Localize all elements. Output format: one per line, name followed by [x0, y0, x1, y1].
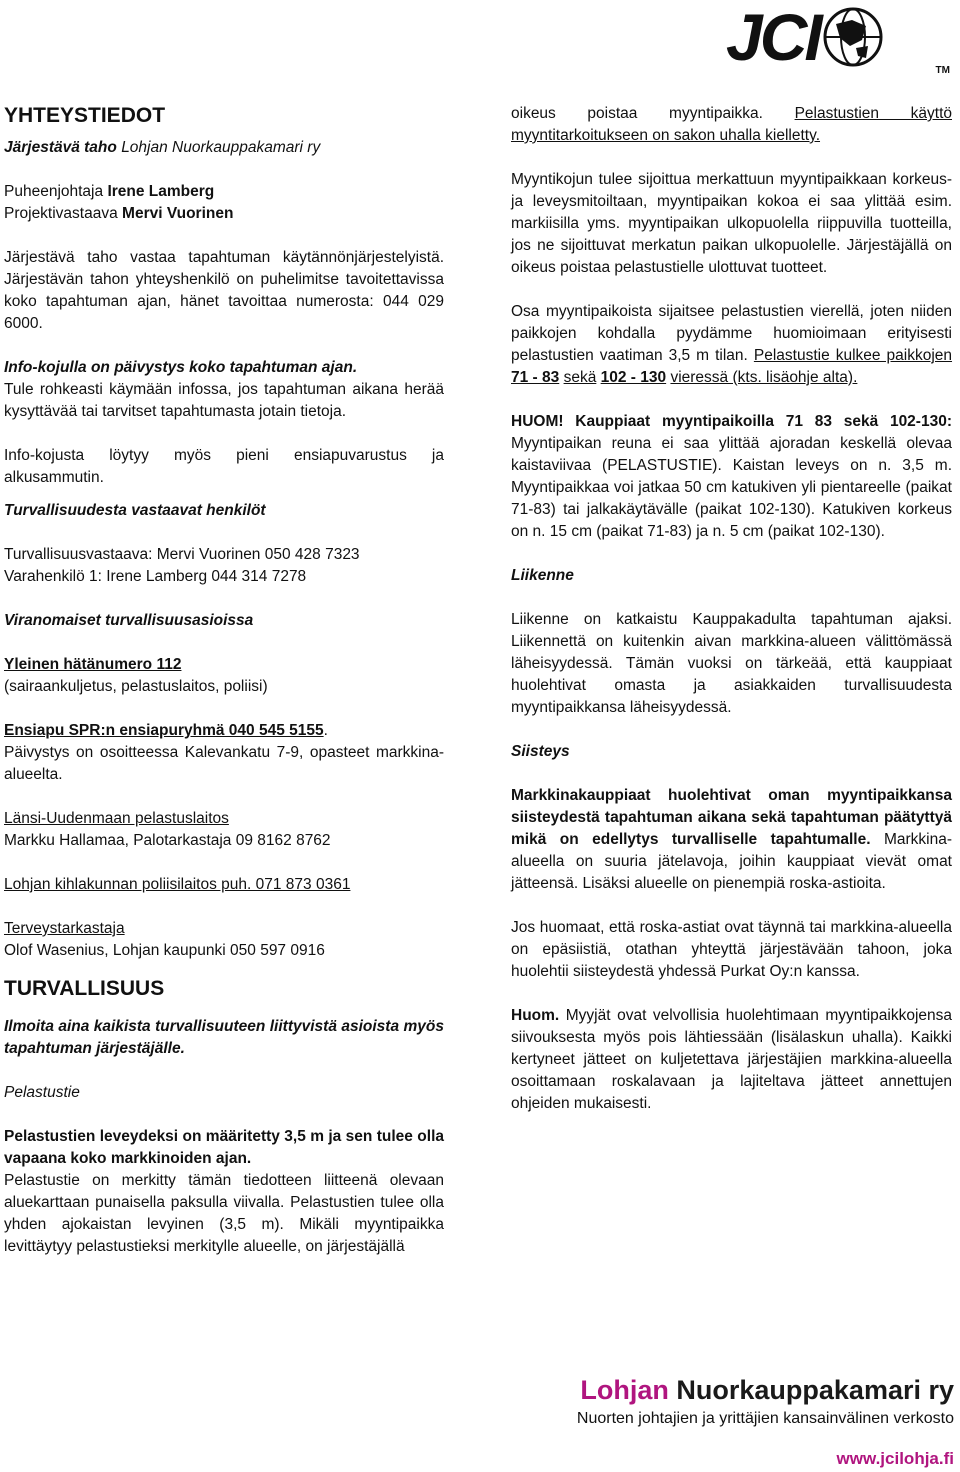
- emergency-number: Yleinen hätänumero 112: [4, 656, 182, 673]
- left-column: [4, 103, 444, 1258]
- safety-person-2: Varahenkilö 1: Irene Lamberg 044 314 7278: [4, 568, 307, 585]
- rescue-dept-person: Markku Hallamaa, Palotarkastaja 09 8162 8762: [4, 832, 331, 849]
- jci-logo: [726, 0, 952, 76]
- emergency-desc: (sairaankuljetus, pelastuslaitos, poliisi): [4, 678, 268, 695]
- project-line: Projektivastaava Mervi Vuorinen: [4, 205, 234, 222]
- safety-heading: Turvallisuudesta vastaavat henkilöt: [4, 502, 266, 519]
- traffic-text: Liikenne on katkaistu Kauppakadulta tapahtuman ajaksi. Liikennettä on kuitenkin aivan markkina-alueen välittömässä läheisyydessä. Tämän vuoksi on tärkeää, että kauppiaat huolehtivat omasta ja asiakkaiden turvallisuudesta myyntipaikkansa läheisyydessä.: [511, 611, 952, 716]
- first-aid-line: Ensiapu SPR:n ensiapuryhmä 040 545 5155.: [4, 722, 328, 739]
- info-text: Tule rohkeasti käymään infossa, jos tapahtuman aikana herää kysyttävää tai tarvitset tapahtumasta jotain tietoja.: [4, 381, 444, 420]
- report-notice: Ilmoita aina kaikista turvallisuuteen liittyvistä asioista myös tapahtuman järjestäjälle.: [4, 1018, 444, 1057]
- responsibility-text: Järjestävä taho vastaa tapahtuman käytännönjärjestelyistä. Järjestävän tahon yhteyshenkilö on puhelimitse tavoitettavissa koko tapahtuman ajan, hänet tavoittaa numerosta: 044 029 6000.: [4, 249, 444, 332]
- footer: [494, 1372, 954, 1470]
- logo-text: JCI: [726, 0, 820, 74]
- police-line: Lohjan kihlakunnan poliisilaitos puh. 071 873 0361: [4, 876, 351, 893]
- health-inspector-label: Terveystarkastaja: [4, 920, 125, 937]
- right-column: [511, 103, 952, 1115]
- first-aid-desc: Päivystys on osoitteessa Kalevankatu 7-9, opasteet markkina-alueelta.: [4, 744, 444, 783]
- merchant-note: HUOM! Kauppiaat myyntipaikoilla 71 83 sekä 102-130: Myyntipaikan reuna ei saa ylittää ajoradan keskellä olevaa kaistaviivaa (PELASTUSTIE). Kaistan leveys on n. 3,5 m. Myyntipaikkaa voi jatkaa 50 cm katukiven yli pientareelle (paikat 71-83) tai jalkakäytävälle (paikat 102-130). Katukiven korkeus on n. 15 cm (paikat 71-83) ja n. 5 cm (paikat 102-130).: [511, 413, 952, 540]
- chair-line: Puheenjohtaja Irene Lamberg: [4, 183, 215, 200]
- rescue-route-text: Pelastustie on merkitty tämän tiedotteen liitteenä olevaan aluekarttaan punaisella paksulla viivalla. Pelastustien tulee olla yhden ajokaistan levyinen (3,5 m). Mikäli myyntipaikka levittäytyy pelastustieksi merkitylle alueelle, on järjestäjällä: [4, 1172, 444, 1255]
- footer-org-name: Lohjan Nuorkauppakamari ry: [580, 1375, 954, 1405]
- safety-person-1: Turvallisuusvastaava: Mervi Vuorinen 050 428 7323: [4, 546, 360, 563]
- rescue-route-heading: Pelastustie: [4, 1084, 80, 1101]
- organizer-line: Järjestävä taho Lohjan Nuorkauppakamari ry: [4, 139, 321, 156]
- huom-text: Huom. Myyjät ovat velvollisia huolehtimaan myyntipaikkojensa siivouksesta myös pois lähtiessään (lisälaskun uhalla). Kaikki kertyneet jätteet on kuljetettava järjestäjien markkina-alueella osoittamaan roskalavaan ja lajiteltava jätteet annettujen ohjeiden mukaisesti.: [511, 1007, 953, 1112]
- first-aid-kit-text: Info-kojusta löytyy myös pieni ensiapuvarustus ja alkusammutin.: [4, 447, 444, 486]
- cleanliness-heading: Siisteys: [511, 743, 570, 760]
- traffic-heading: Liikenne: [511, 567, 574, 584]
- trademark: TM: [935, 65, 950, 76]
- safety-title: TURVALLISUUS: [4, 977, 165, 1000]
- health-inspector-person: Olof Wasenius, Lohjan kaupunki 050 597 0916: [4, 942, 325, 959]
- globe-icon: [822, 6, 884, 68]
- trash-text: Jos huomaat, että roska-astiat ovat täynnä tai markkina-alueella on epäsiistiä, otathan yhteyttä järjestävään tahoon, joka huolehtii siisteydestä yhdessä Purkat Oy:n kanssa.: [511, 919, 952, 980]
- footer-subtitle: Nuorten johtajien ja yrittäjien kansainvälinen verkosto: [576, 1410, 954, 1427]
- near-route-text: Osa myyntipaikoista sijaitsee pelastustien vierellä, joten niiden paikkojen kohdalla pyydämme huomioimaan erityisesti pelastustien vaatiman 3,5 m tilan. Pelastustie kulkee paikkojen 71 - 83 sekä 102 - 130 vieressä (kts. lisäohje alta).: [511, 303, 953, 386]
- info-heading: Info-kojulla on päivystys koko tapahtuman ajan.: [4, 359, 358, 376]
- authorities-heading: Viranomaiset turvallisuusasioissa: [4, 612, 254, 629]
- stall-text: Myyntikojun tulee sijoittua merkattuun myyntipaikkaan korkeus- ja leveysmitoiltaan, myyntipaikan kokoa ei saa ylittää esim. markiisilla yms. myyntipaikan ulkopuolella riippuvilla tuotteilla, jos ne sijoittuvat merkatun paikan ulkopuolelle. Järjestäjällä on oikeus poistaa pelastustielle ulottuvat tuotteet.: [511, 171, 952, 276]
- footer-url-link[interactable]: www.jcilohja.fi: [836, 1449, 954, 1468]
- continuation-text: oikeus poistaa myyntipaikka. Pelastustien käyttö myyntitarkoitukseen on sakon uhalla kielletty.: [511, 105, 952, 144]
- contact-title: YHTEYSTIEDOT: [4, 104, 166, 127]
- rescue-dept-label: Länsi-Uudenmaan pelastuslaitos: [4, 810, 229, 827]
- cleanliness-text: Markkinakauppiaat huolehtivat oman myyntipaikkansa siisteydestä tapahtuman aikana sekä tapahtuman päätyttyä mikä on edellytys turvalliselle tapahtumalle. Markkina-alueella on suuria jätelavoja, joihin kauppiaat vievät omat jätteensä. Lisäksi alueelle on pienempiä roska-astioita.: [511, 787, 952, 892]
- rescue-route-bold: Pelastustien leveydeksi on määritetty 3,5 m ja sen tulee olla vapaana koko markkinoiden ajan.: [4, 1128, 444, 1167]
